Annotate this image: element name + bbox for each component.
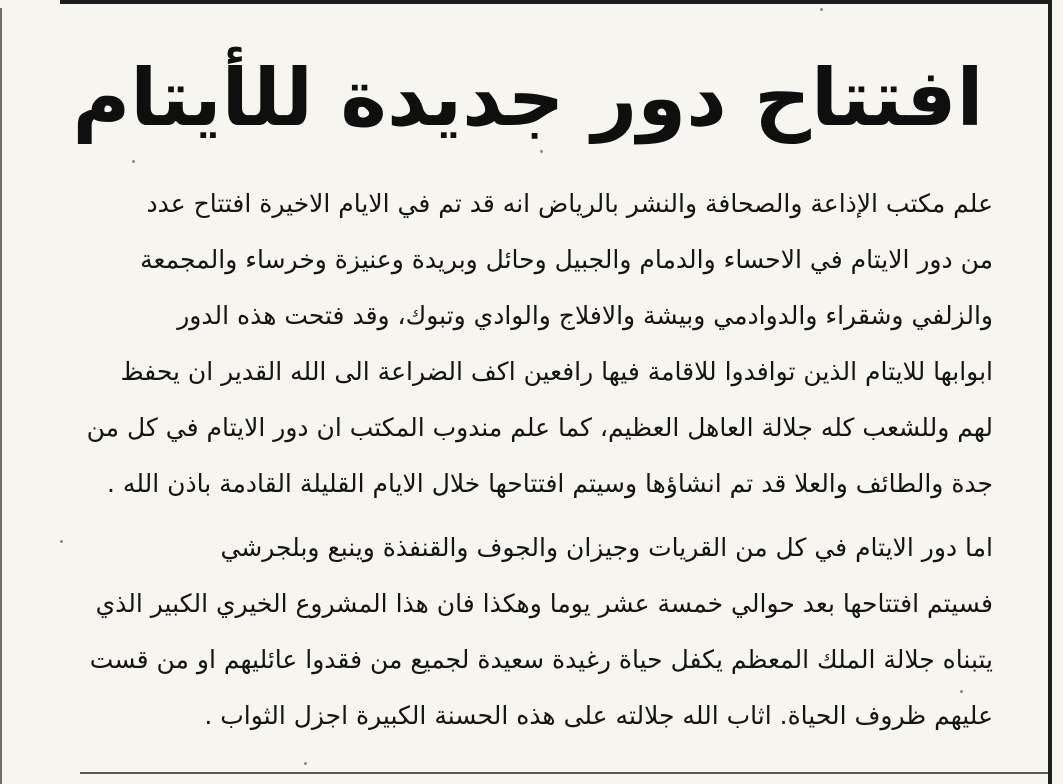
speck xyxy=(304,762,307,765)
paragraph-2 xyxy=(15,520,993,744)
paragraph-1 xyxy=(15,176,993,512)
article-body xyxy=(15,176,993,744)
bottom-border-rule xyxy=(80,772,1048,774)
text-line: علم مكتب الإذاعة والصحافة والنشر بالرياض انه قد تم في الايام الاخيرة افتتاح عدد xyxy=(146,189,993,218)
text-line: والزلفي وشقراء والدوادمي وبيشة والافلاج والوادي وتبوك، وقد فتحت هذه الدور xyxy=(177,301,993,330)
text-line: جدة والطائف والعلا قد تم انشاؤها وسيتم افتتاحها خلال الايام القليلة القادمة باذن الله . xyxy=(107,469,993,498)
speck xyxy=(540,150,543,153)
text-line: اما دور الايتام في كل من القريات وجيزان والجوف والقنفذة وينبع وبلجرشي xyxy=(220,533,993,562)
text-line: من دور الايتام في الاحساء والدمام والجبيل وحائل وبريدة وعنيزة وخرساء والمجمعة xyxy=(140,245,993,274)
text-line: لهم وللشعب كله جلالة العاهل العظيم، كما علم مندوب المكتب ان دور الايتام في كل من xyxy=(86,413,993,442)
article-headline: افتتاح دور جديدة للأيتام xyxy=(72,52,984,144)
text-line: فسيتم افتتاحها بعد حوالي خمسة عشر يوما وهكذا فان هذا المشروع الخيري الكبير الذي xyxy=(95,589,993,618)
text-line: ابوابها للايتام الذين توافدوا للاقامة فيها رافعين اكف الضراعة الى الله القدير ان يحفظ xyxy=(120,357,993,386)
left-border-rule xyxy=(0,8,2,784)
text-line: عليهم ظروف الحياة. اثاب الله جلالته على هذه الحسنة الكبيرة اجزل الثواب . xyxy=(204,701,993,730)
right-border-rule xyxy=(1048,0,1052,784)
speck xyxy=(960,690,963,693)
speck xyxy=(820,8,823,11)
text-line: يتبناه جلالة الملك المعظم يكفل حياة رغيدة سعيدة لجميع من فقدوا عائليهم او من قست xyxy=(89,645,993,674)
speck xyxy=(132,160,135,163)
speck xyxy=(60,540,63,543)
top-border-rule xyxy=(60,0,1050,4)
